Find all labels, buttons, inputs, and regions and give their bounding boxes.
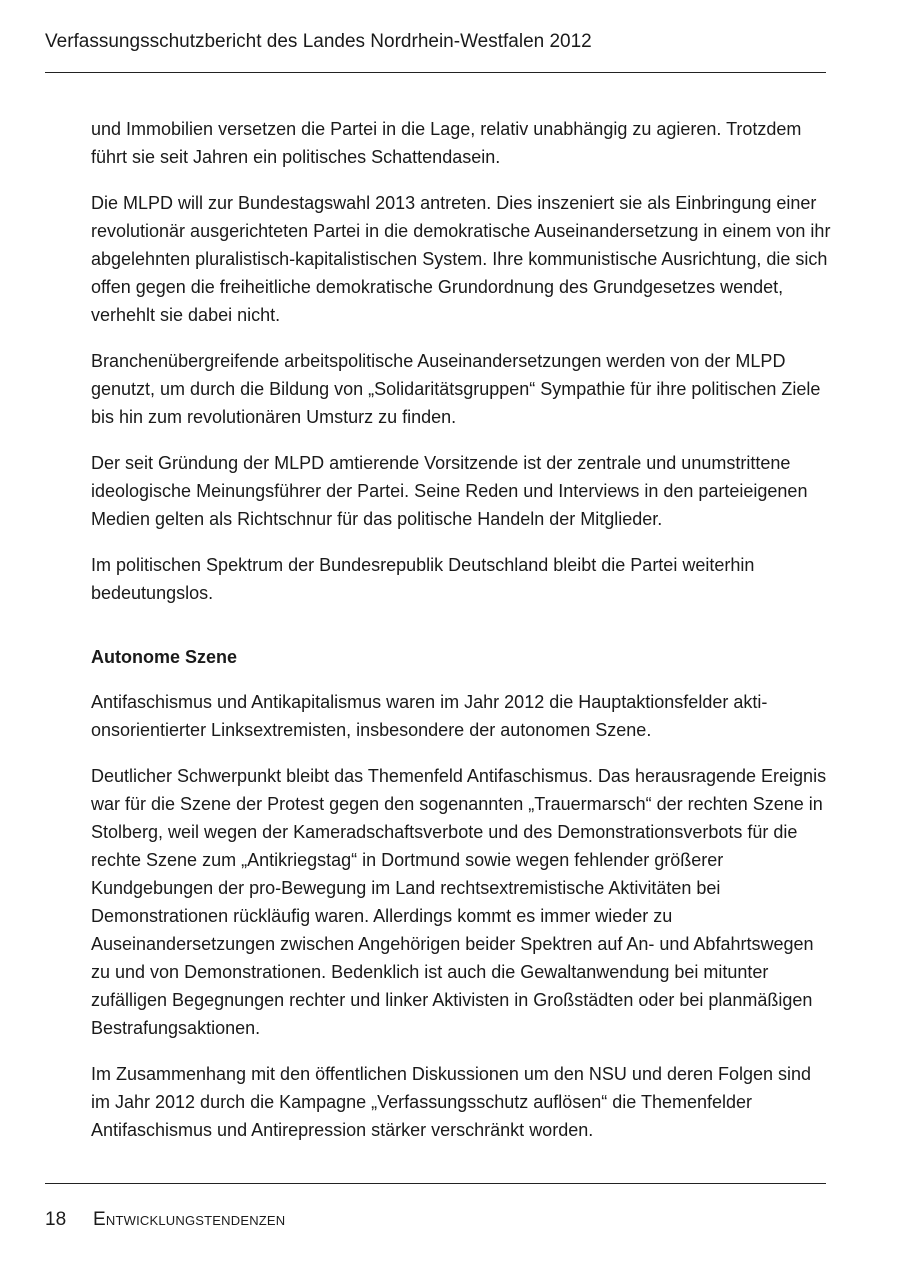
header-divider bbox=[45, 72, 826, 73]
paragraph: Der seit Gründung der MLPD amtierende Vorsitzende ist der zentrale und unumstrittene ideologische Meinungsführer der Partei. Seine Reden und Interviews in den parteieigenen Medien gelten als Richtschnur für das politische Handeln der Mitglieder. bbox=[91, 453, 808, 529]
paragraph: Branchenübergreifende arbeitspolitische Auseinandersetzungen werden von der MLPD genutzt, um durch die Bildung von „Solidaritätsgruppen“ Sympathie für ihre politischen Ziele bis hin zum revolutionären Umsturz zu finden. bbox=[91, 351, 821, 427]
paragraph: Die MLPD will zur Bundestagswahl 2013 antreten. Dies inszeniert sie als Einbringung einer revolutionär ausgerichteten Partei in die demokratische Auseinandersetzung in einem von ihr abgelehnten pluralistisch-kapitalistischen System. Ihre kommunistische Ausrichtung, die sich offen gegen die freiheitliche demokratische Grundordnung des Grundgesetzes wendet, verhehlt sie dabei nicht. bbox=[91, 193, 831, 325]
paragraph: Deutlicher Schwerpunkt bleibt das Themenfeld Antifaschismus. Das herausragende Ereignis war für die Szene der Protest gegen den sogenannten „Trauermarsch“ der rechten Szene in Stolberg, weil wegen der Kameradschaftsverbote und des Demonstrationsverbots für die rechte Szene zum „Antikriegstag“ in Dortmund sowie wegen fehlender größerer Kundgebungen der pro-Bewegung im Land rechtsextremistische Aktivitäten bei Demonstrationen rückläufig waren. Allerdings kommt es immer wieder zu Auseinandersetzungen zwischen Angehörigen beider Spektren auf An- und Abfahrtswegen zu und von Demonstrationen. Bedenklich ist auch die Gewaltanwendung bei mitunter zufälligen Begegnungen rechter und linker Aktivisten in Großstädten oder bei planmäßigen Bestrafungsaktionen. bbox=[91, 766, 827, 1038]
page-number: 18 bbox=[45, 1209, 67, 1230]
paragraph: Im politischen Spektrum der Bundesrepublik Deutschland bleibt die Partei weiterhin bedeutungslos. bbox=[91, 555, 755, 603]
paragraph: und Immobilien versetzen die Partei in die Lage, relativ unabhängig zu agieren. Trotzdem führt sie seit Jahren ein politisches Schattendasein. bbox=[91, 119, 802, 167]
main-text bbox=[91, 115, 831, 1162]
section-spacer bbox=[91, 625, 831, 643]
running-footer-section: Entwicklungstendenzen bbox=[93, 1209, 286, 1230]
section-heading: Autonome Szene bbox=[91, 647, 238, 667]
paragraph: Im Zusammenhang mit den öffentlichen Diskussionen um den NSU und deren Folgen sind im Jahr 2012 durch die Kampagne „Verfassungsschutz auflösen“ die Themenfelder Antifaschismus und Antirepression stärker verschränkt worden. bbox=[91, 1064, 812, 1140]
running-header-title: Verfassungsschutzbericht des Landes Nordrhein-Westfalen 2012 bbox=[45, 31, 592, 52]
footer-divider bbox=[45, 1183, 826, 1184]
paragraph: Antifaschismus und Antikapitalismus waren im Jahr 2012 die Hauptaktionsfelder aktionsorientierter Linksextremisten, insbesondere der autonomen Szene. bbox=[91, 692, 768, 740]
